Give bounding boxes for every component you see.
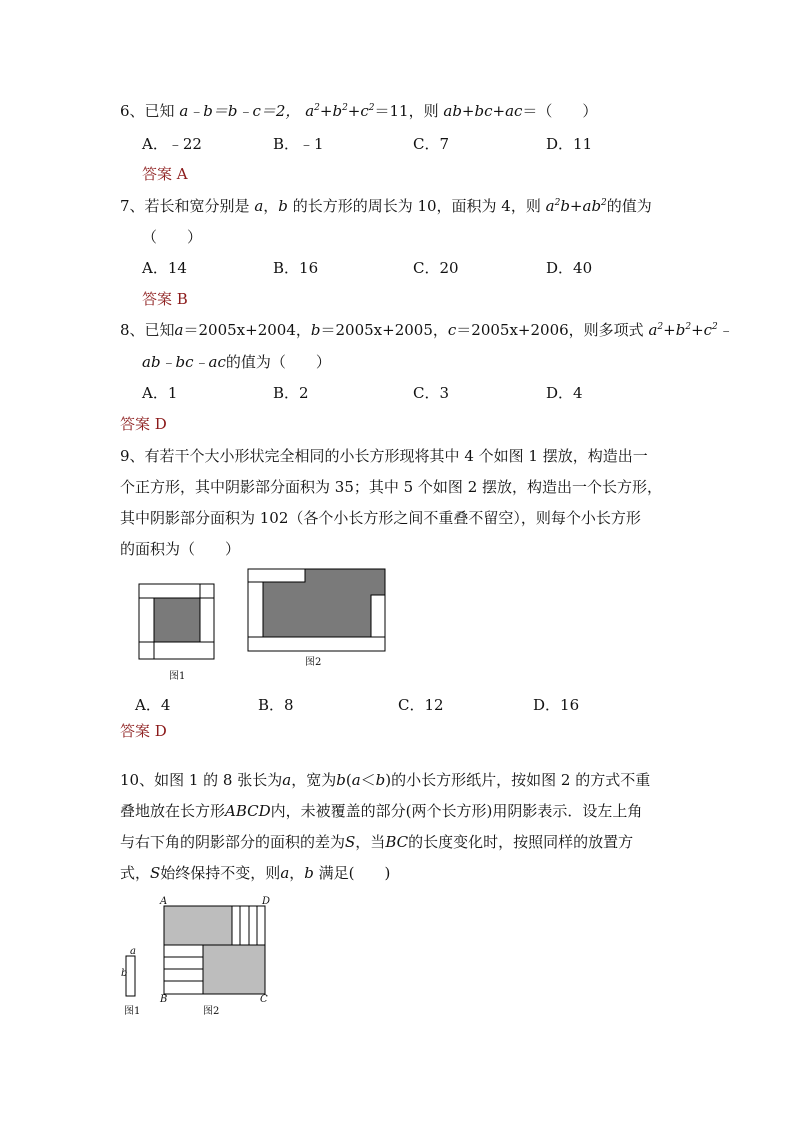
q9-stem-line1: 9、有若干个大小形状完全相同的小长方形现将其中 4 个如图 1 摆放，构造出一 — [120, 447, 648, 465]
q10-shaded-bottom-right — [203, 945, 265, 994]
q8-polynomial: $a^2+b^2+c^2﹣$ — [648, 321, 733, 339]
q8-option-c: C．3 — [413, 384, 450, 402]
q7-stem: 7、若长和宽分别是 a，b 的长方形的周长为 10，面积为 4，则 $a^2b+ab^2$的值为 — [120, 197, 652, 215]
q7-expression: $a^2b+ab^2$ — [545, 197, 607, 215]
q9-figure-1 — [138, 583, 216, 661]
q7-option-d: D．40 — [546, 259, 593, 277]
q6-option-b: B．﹣1 — [273, 135, 324, 153]
q10-stem-line1: 10、如图 1 的 8 张长为a，宽为b(a＜b)的小长方形纸片，按如图 2 的方式不重 — [120, 771, 651, 789]
q7-option-c: C．20 — [413, 259, 459, 277]
q9-fig2-label: 图2 — [305, 657, 322, 668]
q7-answer: 答案 B — [142, 290, 188, 308]
q6-option-d: D．11 — [546, 135, 593, 153]
q10-fig2-label: 图2 — [203, 1006, 220, 1017]
q6-stem: 6、已知 a﹣b＝b﹣c＝2， $a^2+b^2+c^2=11$，则 ab+bc+ac＝（ ） — [120, 102, 598, 120]
q10-stem-line4: 式，S始终保持不变，则a，b 满足( ) — [120, 864, 391, 882]
q10-figure-2 — [163, 905, 267, 997]
q9-answer: 答案 D — [120, 722, 167, 740]
q6-eq1: a﹣b＝b﹣c＝2， — [179, 102, 301, 120]
q10-fig1-a-label: a — [130, 946, 136, 957]
q10-fig1-label: 图1 — [124, 1006, 141, 1017]
q8-option-a: A．1 — [142, 384, 178, 402]
q9-option-d: D．16 — [533, 696, 580, 714]
q10-stem-line2: 叠地放在长方形ABCD内，未被覆盖的部分(两个长方形)用阴影表示．设左上角 — [120, 802, 643, 820]
q9-stem-line4: 的面积为（ ） — [120, 540, 241, 558]
q7-option-a: A．14 — [142, 259, 187, 277]
q10-corner-d: D — [262, 896, 271, 907]
q10-shaded-top-left — [164, 906, 232, 945]
q8-option-b: B．2 — [273, 384, 309, 402]
q10-stem-line3: 与右下角的阴影部分的面积的差为S，当BC的长度变化时，按照同样的放置方 — [120, 833, 634, 851]
q6-option-c: C．7 — [413, 135, 450, 153]
q6-answer: 答案 A — [142, 165, 188, 183]
q9-option-a: A．4 — [135, 696, 171, 714]
q7-option-b: B．16 — [273, 259, 319, 277]
q9-fig1-shaded-square — [154, 598, 200, 642]
q10-corner-b: B — [160, 994, 168, 1005]
q6-option-a: A．﹣22 — [142, 135, 202, 153]
q9-option-b: B．8 — [258, 696, 294, 714]
q10-corner-a: A — [160, 896, 168, 907]
q9-stem-line2: 个正方形，其中阴影部分面积为 35；其中 5 个如图 2 摆放，构造出一个长方形， — [120, 478, 663, 496]
q8-stem-line2: ab﹣bc﹣ac的值为（ ） — [142, 353, 331, 371]
q8-option-d: D．4 — [546, 384, 583, 402]
q10-corner-c: C — [260, 994, 268, 1005]
q9-figure-2 — [247, 568, 387, 653]
q6-eq2: $a^2+b^2+c^2$ — [305, 102, 375, 120]
q10-fig1-b-label: b — [121, 968, 128, 979]
q8-answer: 答案 D — [120, 415, 167, 433]
q8-stem-line1: 8、已知a＝2005x+2004，b＝2005x+2005，c＝2005x+2006，则多项式 $a^2+b^2+c^2﹣$ — [120, 321, 733, 339]
q9-fig1-label: 图1 — [169, 671, 186, 682]
q9-stem-line3: 其中阴影部分面积为 102（各个小长方形之间不重叠不留空），则每个小长方形 — [120, 509, 641, 527]
q9-option-c: C．12 — [398, 696, 444, 714]
q7-blank: （ ） — [142, 228, 203, 246]
